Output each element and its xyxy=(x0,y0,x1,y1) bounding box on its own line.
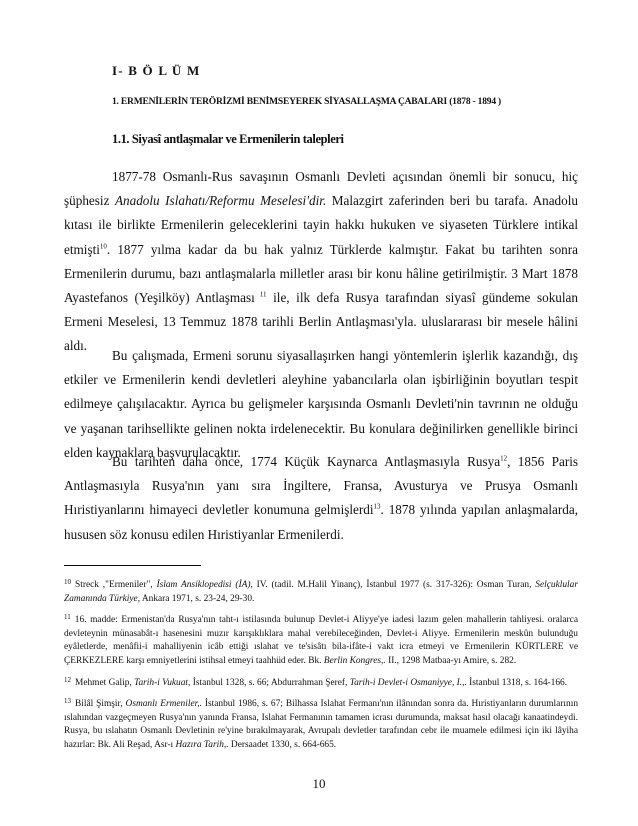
footnote-text: İstanbul 1318, s. 164-166. xyxy=(466,677,568,688)
footnote-italic-text: Selçuklular Zamanında Türkiye, xyxy=(64,580,578,604)
part-title: I- B Ö L Ü M xyxy=(112,63,201,78)
footnote-italic-text: Osmanlı Ermeniler,. xyxy=(125,699,202,710)
footnote-ref-11[interactable]: 11 xyxy=(254,290,267,299)
footnote-italic-text: Tarih-i Vukuat, xyxy=(134,677,191,688)
footnote-text: Bilâl Şimşir, xyxy=(75,699,126,710)
page-number: 10 xyxy=(312,776,326,791)
footnote-text: İstanbul 1986, s. 67; Bilhassa Islahat Fermanı'nın ilânından sonra da. Hıristiyanların durumlarının ıslahından vazgeçmeyen Rusya'nın yanında Fransa, Islahat Fermanının tamamen icrası durumunda, maksat hasıl olacağı kanaatindeydi. Rusya, bu ıslahatın Osmanlı Devletinin re'yine bırakılmayarak, Avrupalı devletler tarafından cebr ile muamele edilmesi için iki lâyiha hazırlar: Bk. Ali Reşad, Asr-ı xyxy=(64,699,579,750)
footnote-number: 11 xyxy=(64,613,71,622)
footnote-text: Streck ,"Ermeniler", xyxy=(75,580,157,590)
footnote-italic-text: İslam Ansiklopedisi (İA) xyxy=(156,580,251,590)
footnote-text: II., 1298 Matbaa-yı Amire, s. 282. xyxy=(385,655,517,666)
footnote-text: , IV. (tadil. M.Halil Yinanç), İstanbul 1977 (s. 317-326): Osman Turan, xyxy=(250,580,536,590)
footnote-text: İstanbul 1328, s. 66; Abdurrahman Şeref, xyxy=(190,677,350,688)
paragraph-text: . 1878 yılında yapılan anlaşmalarda, hususen söz konusu edilen Hıristiyanlar Ermenilerdi. xyxy=(64,502,578,542)
chapter-title: 1. ERMENİLERİN TERÖRİZMİ BENİMSEYEREK SİYASALLAŞMA ÇABALARI (1878 - 1894 ) xyxy=(112,97,502,107)
footnote-number: 10 xyxy=(64,578,71,586)
footnote-text: Dersaadet 1330, s. 664-665. xyxy=(228,739,337,750)
footnote-italic-text: Berlin Kongres,. xyxy=(323,655,386,666)
footnote-number: 13 xyxy=(64,697,71,706)
footnote-10 xyxy=(64,576,578,606)
paragraph-2 xyxy=(64,344,578,465)
paragraph-text: ile, ilk defa Rusya tarafından siyasî gündeme sokulan Ermeni Meselesi, 13 Temmuz 1878 tarihli Berlin Antlaşması'yla. uluslararası bir mesele hâlini aldı. xyxy=(64,290,578,354)
footnote-11 xyxy=(64,611,578,668)
section-title: 1.1. Siyasî antlaşmalar ve Ermenilerin talepleri xyxy=(112,132,344,146)
paragraph-1 xyxy=(64,165,578,359)
paragraph-3 xyxy=(64,450,578,547)
paragraph-text: Malazgirt zaferinden beri bu tarafa. Anadolu kıtası ile birlikte Ermenilerin geleceklerini tayin hakkı hukuken ve siyaseten Türklere intikal etmişti xyxy=(64,193,579,257)
paragraph-text: . 1877 yılma kadar da bu hak yalnız Türklerde kalmıştır. Fakat bu tarihten sonra Ermenilerin durumu, bazı antlaşmalarla milletler arası bir konu hâline getirilmiştir. 3 Mart 1878 Ayastefanos (Yeşilköy) Antlaşması xyxy=(64,241,578,306)
paragraph-text: 1877-78 Osmanlı-Rus savaşının Osmanlı Devleti açısından önemli bir sonucu, hiç şüphesiz xyxy=(64,169,578,209)
footnote-divider xyxy=(64,565,201,566)
paragraph-italic-text: Anadolu Islahatı/Reformu Meselesi'dir. xyxy=(114,193,327,209)
footnote-italic-text: Hazıra Tarih,. xyxy=(175,739,229,750)
footnote-number: 12 xyxy=(64,675,71,684)
footnote-text: 16. madde: Ermenistan'da Rusya'nın taht-ı istilasında bulunup Devlet-i Aliyye'ye iadesi lazım gelen mahallerin tahliyesi. oralarca devleteynin münasabât-ı hasenesini muzır karışıklıklara mahal verebileceğinden, Devlet-i Aliyye. Ermenilerin meskûn bulunduğu eyâletlerde, menâfii-i mahalliyenin icâb ettiği ıslahat ve te'sisâtı bila-ifâte-i vakt icra etmeyi ve Ermenilerin KÜRTLERE ve ÇERKEZLERE karşı emniyetlerini istihsal etmeyi taahhüd eder. Bk. xyxy=(64,615,578,666)
footnote-ref-10[interactable]: 10 xyxy=(99,242,107,251)
footnote-ref-13[interactable]: 13 xyxy=(373,503,381,512)
footnote-ref-12[interactable]: 12 xyxy=(500,454,508,463)
paragraph-text: , 1856 Paris Antlaşmasıyla Rusya'nın yanı sıra İngiltere, Fransa, Avusturya ve Prusya Osmanlı Hıristiyanlarını himayeci devletler konumuna gelmişlerdi xyxy=(64,454,578,518)
paragraph-text: Bu çalışmada, Ermeni sorunu siyasallaşırken hangi yöntemlerin işlerlik kazandığı, dış etkiler ve Ermenilerin kendi devletleri aleyhine yabancılarla olan işbirliğinin boyutları tespit edilmeye çalışılacaktır. Ayrıca bu gelişmeler karşısında Osmanlı Devleti'nin tavrının ne olduğu ve yaşanan tarihsellikte gelinen nokta irdelenecektir. Bu konulara değinilirken genellikle birinci elden kaynaklara başvurulacaktır. xyxy=(64,348,578,460)
footnote-13 xyxy=(64,695,578,752)
footnotes xyxy=(64,576,578,758)
paragraph-text: Bu tarihten daha önce, 1774 Küçük Kaynarca Antlaşmasıyla Rusya xyxy=(112,454,501,469)
footnote-text: Mehmet Galip, xyxy=(75,677,135,688)
footnote-12 xyxy=(64,674,578,691)
footnote-italic-text: Tarih-i Devlet-i Osmaniyye, I.,. xyxy=(349,677,467,688)
footnote-text: Ankara 1971, s. 23-24, 29-30. xyxy=(140,593,255,604)
